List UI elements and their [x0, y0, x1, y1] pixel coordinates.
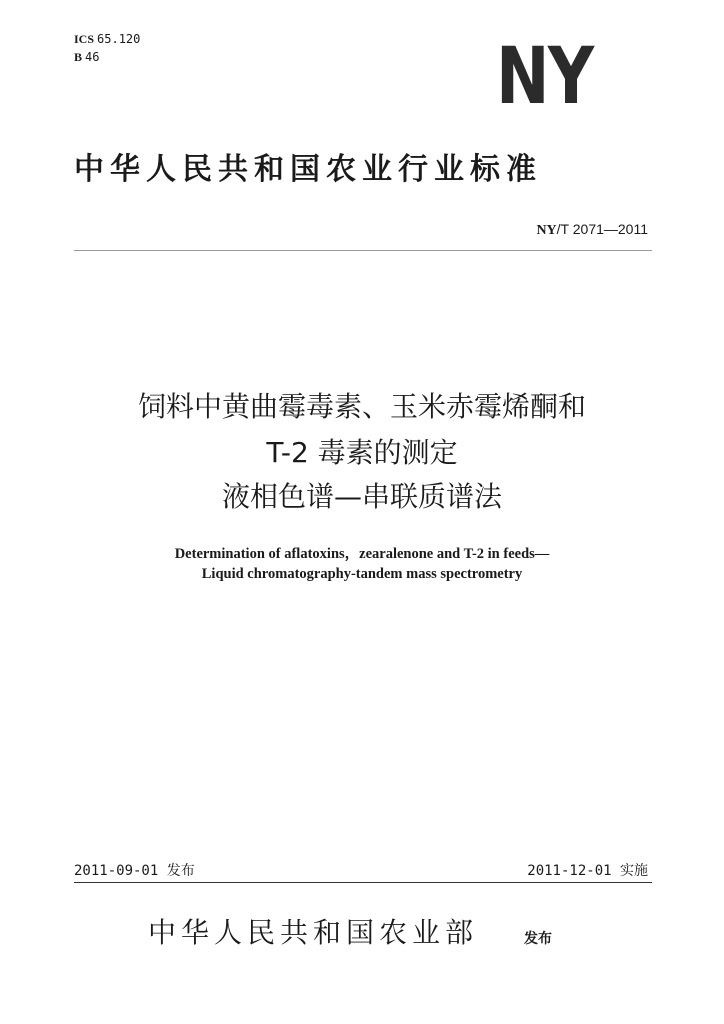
implement-date: 2011-12-01 — [527, 863, 612, 879]
ics-classification — [74, 32, 140, 46]
ccs-code: 46 — [85, 50, 100, 64]
bottom-divider — [74, 882, 652, 883]
issuer-label: 发布 — [524, 931, 552, 947]
title-en-line-1: Determination of aflatoxins，zearalenone and T-2 in feeds— — [174, 546, 550, 562]
standard-number — [536, 220, 648, 240]
standard-code: /T 2071—2011 — [556, 221, 648, 237]
issuer-name: 中华人民共和国农业部 — [148, 916, 479, 949]
title-cn-line-2: T-2 毒素的测定 — [266, 436, 458, 469]
title-cn-line-1: 饲料中黄曲霉毒素、玉米赤霉烯酮和 — [137, 390, 586, 423]
title-cn-line-3: 液相色谱—串联质谱法 — [221, 480, 502, 513]
implement-date-line — [527, 862, 648, 880]
issue-date-line — [74, 862, 195, 880]
ccs-classification — [74, 50, 99, 64]
title-en-line-2: Liquid chromatography-tandem mass spectrometry — [201, 566, 523, 582]
top-divider — [74, 250, 652, 251]
ics-label: ICS — [74, 32, 95, 46]
ccs-label: B — [74, 50, 83, 64]
standard-prefix: NY — [536, 223, 557, 238]
issue-date: 2011-09-01 — [74, 863, 159, 879]
issue-label: 发布 — [166, 863, 195, 879]
implement-label: 实施 — [620, 863, 648, 879]
ny-logo: NY — [496, 32, 593, 122]
ics-code: 65.120 — [97, 32, 141, 46]
organization-title: 中华人民共和国农业行业标准 — [74, 152, 542, 187]
